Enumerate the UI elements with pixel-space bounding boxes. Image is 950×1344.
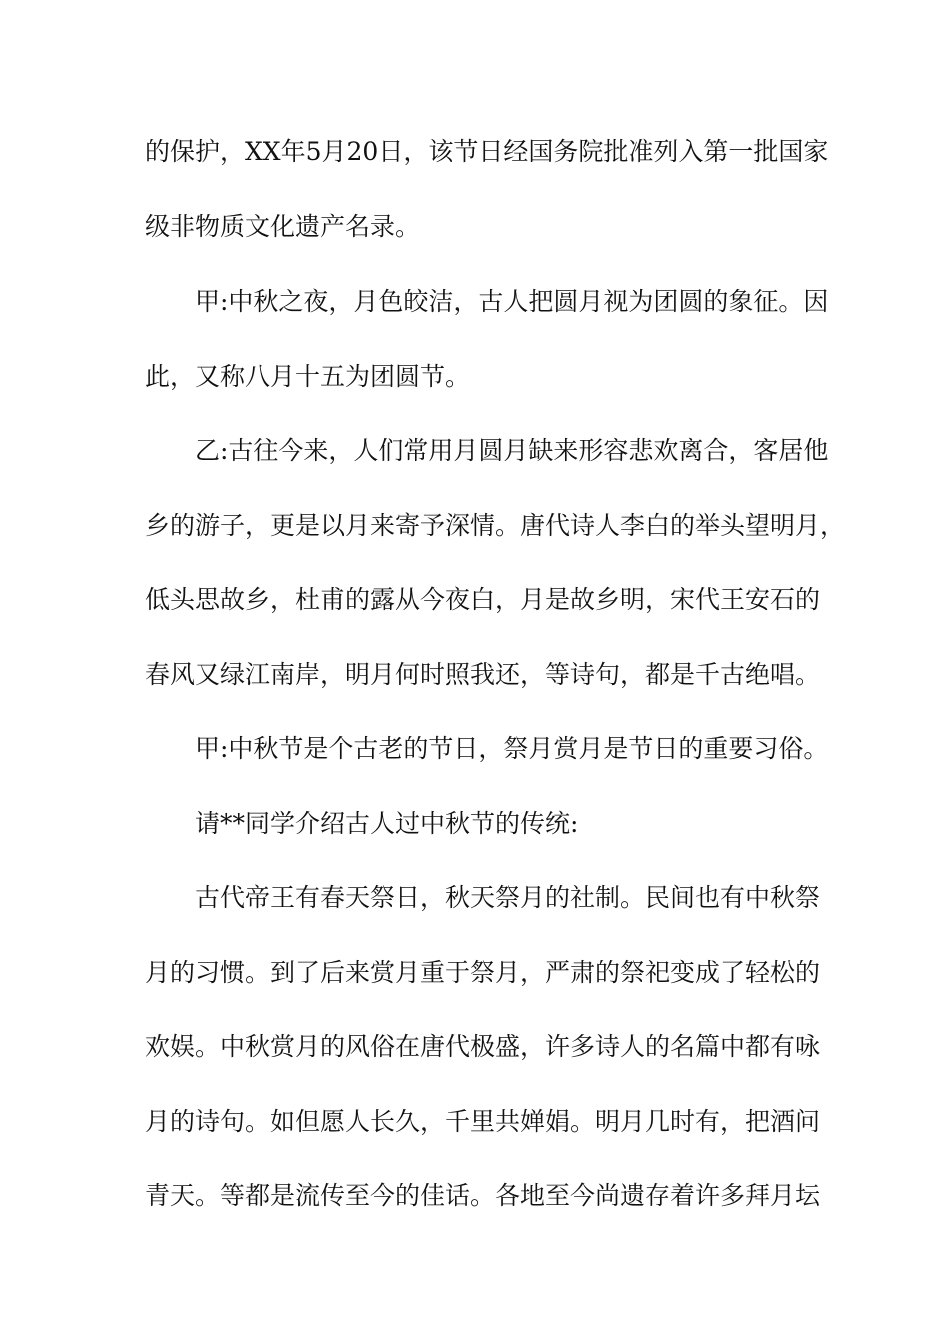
text-line: 乡的游子，更是以月来寄予深情。唐代诗人李白的举头望明月， xyxy=(145,511,846,540)
text-line: 青天。等都是流传至今的佳话。各地至今尚遗存着许多拜月坛 xyxy=(145,1181,821,1210)
text-line: 低头思故乡，杜甫的露从今夜白，月是故乡明，宋代王安石的 xyxy=(145,585,821,614)
paragraph-start-line: 甲:中秋节是个古老的节日，祭月赏月是节日的重要习俗。 xyxy=(195,734,829,763)
paragraph-start-line: 古代帝王有春天祭日，秋天祭月的社制。民间也有中秋祭 xyxy=(195,883,821,912)
text-line: 欢娱。中秋赏月的风俗在唐代极盛，许多诗人的名篇中都有咏 xyxy=(145,1032,821,1061)
text-line: 月的习惯。到了后来赏月重于祭月，严肃的祭祀变成了轻松的 xyxy=(145,958,821,987)
text-line: 的保护，XX年5月20日，该节日经国务院批准列入第一批国家 xyxy=(145,137,829,166)
text-line: 此，又称八月十五为团圆节。 xyxy=(145,362,471,391)
paragraph-start-line: 乙:古往今来，人们常用月圆月缺来形容悲欢离合，客居他 xyxy=(195,436,829,465)
text-line: 春风又绿江南岸，明月何时照我还，等诗句，都是千古绝唱。 xyxy=(145,660,821,689)
text-line: 月的诗句。如但愿人长久，千里共婵娟。明月几时有，把酒问 xyxy=(145,1107,821,1136)
paragraph-start-line: 请**同学介绍古人过中秋节的传统: xyxy=(195,809,579,838)
paragraph-start-line: 甲:中秋之夜，月色皎洁，古人把圆月视为团圆的象征。因 xyxy=(195,287,829,316)
text-line: 级非物质文化遗产名录。 xyxy=(145,212,421,241)
